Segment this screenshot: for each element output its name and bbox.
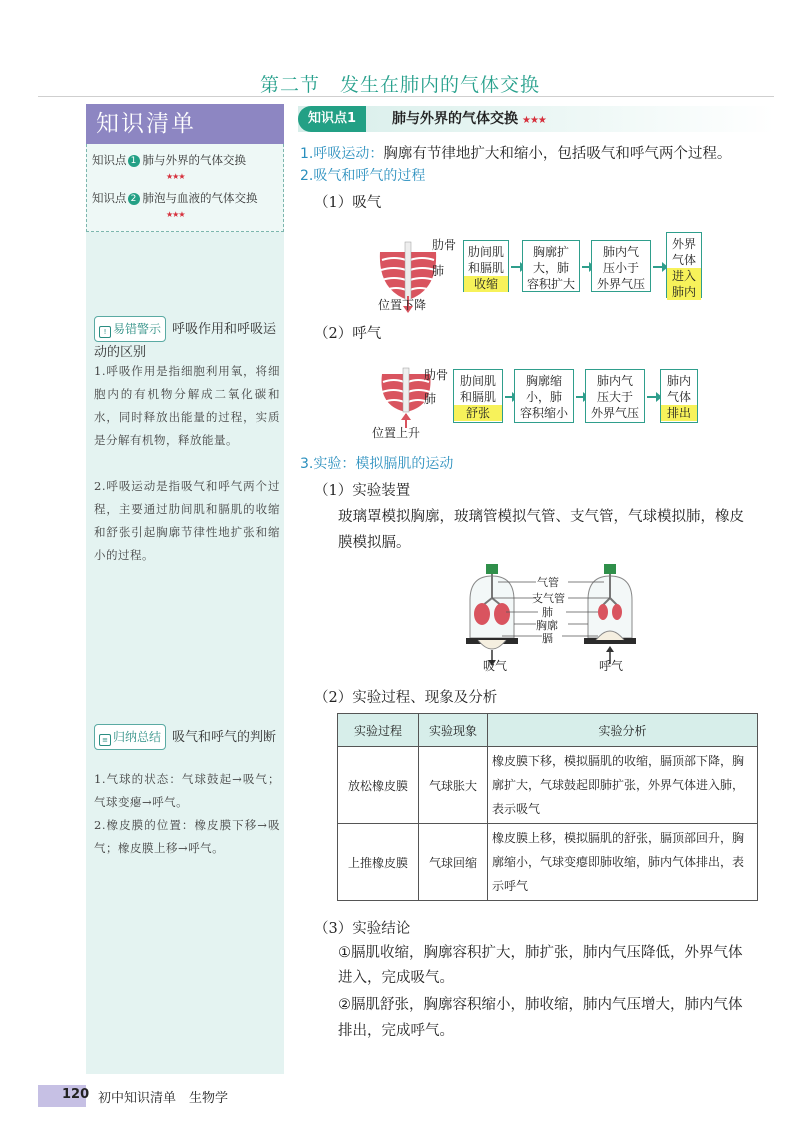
- table-row: [338, 824, 758, 901]
- table-cell: 气球胀大: [419, 747, 488, 824]
- label-position: 位置上升: [372, 426, 421, 440]
- table-header: 实验现象: [419, 714, 488, 747]
- summary-p1: 1.气球的状态：气球鼓起→吸气；气球变瘪→呼气。: [94, 772, 280, 809]
- exhale-step-2: 胸廓缩 小，肺 容积缩小: [514, 369, 574, 423]
- table-cell: 上推橡皮膜: [338, 824, 419, 901]
- knowledge-item-1[interactable]: [92, 152, 246, 168]
- table-cell: 气球回缩: [419, 824, 488, 901]
- table-header: 实验分析: [488, 714, 758, 747]
- error-warning-p2: 2.呼吸运动是指吸气和呼气两个过程，主要通过肋间肌和膈肌的收缩和舒张引起胸廓节律性地扩张和缩小的过程。: [94, 479, 280, 562]
- summary-p2: 2.橡皮膜的位置：橡皮膜下移→吸气；橡皮膜上移→呼气。: [94, 818, 280, 855]
- label-position: 位置下降: [378, 298, 427, 312]
- page-title: 第二节 发生在肺内的气体交换: [259, 74, 540, 96]
- table-cell-analysis: 橡皮膜下移，模拟膈肌的收缩，膈顶部下降，胸 廓扩大，气球鼓起即肺扩张，外界气体进入肺， 表示吸气: [488, 747, 758, 824]
- caption-inhale: 吸气: [483, 659, 508, 673]
- inhale-step-2: 胸廓扩 大，肺 容积扩大: [522, 240, 580, 292]
- right-bell-jar: [584, 564, 636, 664]
- inhale-step-4: 外界 气体 进入 肺内: [666, 232, 702, 298]
- label-lung: 肺: [424, 392, 437, 406]
- conclusion-2-line1: ②膈肌舒张，胸廓容积缩小，肺收缩，肺内气压增大，肺内气体: [338, 997, 743, 1013]
- arrow-right-icon: [653, 266, 663, 268]
- header-divider: [38, 96, 774, 97]
- error-warning-p1: 1.呼吸作用是指细胞利用氧，将细胞内的有机物分解成二氧化碳和水，同时释放出能量的过程，实质是分解有机物，释放能量。: [94, 364, 280, 447]
- kp-title: 肺与外界的气体交换 ★★★: [392, 111, 546, 127]
- process-subheading: （2）实验过程、现象及分析: [314, 690, 498, 706]
- label-rib: 肋骨: [432, 238, 457, 252]
- table-cell-analysis: 橡皮膜上移，模拟膈肌的舒张，膈顶部回升，胸 廓缩小，气球变瘪即肺收缩，肺内气体排出，表 示呼气: [488, 824, 758, 901]
- label-thorax: 胸廓: [536, 619, 558, 632]
- difficulty-stars: ★★★: [522, 115, 546, 126]
- exhale-step-1: 肋间肌 和膈肌 舒张: [453, 369, 503, 423]
- label-diaphragm: 膈: [542, 632, 553, 645]
- knowledge-item-label: 肺与外界的气体交换: [142, 153, 246, 167]
- label-lung: 肺: [542, 606, 553, 619]
- exhale-step-3: 肺内气 压大于 外界气压: [585, 369, 645, 423]
- difficulty-stars: ★★★: [166, 172, 185, 181]
- left-bell-jar: [466, 564, 518, 666]
- label-trachea: 气管: [537, 576, 559, 589]
- summary-tag: ≡ 归纳总结: [94, 724, 166, 750]
- inhale-subheading: （1）吸气: [314, 195, 382, 211]
- conclusion-2-line2: 排出，完成呼气。: [338, 1023, 454, 1039]
- page-number: 120: [62, 1087, 90, 1102]
- inhale-step-1: 肋间肌 和膈肌 收缩: [463, 240, 509, 292]
- kp-label: 知识点1: [298, 106, 366, 132]
- sidebar-heading: 知识清单: [86, 104, 284, 144]
- sidebar: [86, 104, 284, 1074]
- conclusion-1-line2: 进入，完成吸气。: [338, 970, 454, 986]
- arrow-right-icon: [576, 396, 584, 398]
- summary-icon: ≡: [99, 734, 111, 746]
- difficulty-stars: ★★★: [166, 210, 185, 219]
- exhale-step-4: 肺内 气体 排出: [660, 369, 698, 423]
- number-badge: 2: [128, 193, 140, 205]
- arrow-right-icon: [505, 396, 513, 398]
- apparatus-subheading: （1）实验装置: [314, 483, 411, 499]
- knowledge-item-label: 肺泡与血液的气体交换: [142, 191, 258, 205]
- label-bronchus: 支气管: [532, 592, 565, 605]
- error-warning-note-title: ! 易错警示 呼吸作用和呼吸运动的区别: [94, 316, 280, 364]
- arrow-right-icon: [647, 396, 657, 398]
- arrow-right-icon: [511, 266, 521, 268]
- apparatus-desc-line1: 玻璃罩模拟胸廓，玻璃管模拟气管、支气管，气球模拟肺，橡皮: [338, 509, 744, 525]
- summary-note-title: ≡ 归纳总结 吸气和呼气的判断: [94, 724, 280, 750]
- table-cell: 放松橡皮膜: [338, 747, 419, 824]
- table-row: [338, 747, 758, 824]
- apparatus-desc-line2: 膜模拟膈。: [338, 535, 411, 551]
- knowledge-item-prefix: 知识点: [92, 153, 127, 167]
- error-warning-tag: ! 易错警示: [94, 316, 166, 342]
- warning-icon: !: [99, 326, 111, 338]
- arrow-right-icon: [582, 266, 590, 268]
- section-1: 1.呼吸运动：胸廓有节律地扩大和缩小，包括吸气和呼气两个过程。: [300, 146, 732, 162]
- experiment-table: [337, 713, 758, 901]
- conclusion-1-line1: ①膈肌收缩，胸廓容积扩大，肺扩张，肺内气压降低，外界气体: [338, 945, 743, 961]
- book-title: 初中知识清单 生物学: [98, 1091, 229, 1106]
- exhale-subheading: （2）呼气: [314, 326, 382, 342]
- label-rib: 肋骨: [424, 368, 449, 382]
- caption-exhale: 呼气: [599, 659, 624, 673]
- table-header: 实验过程: [338, 714, 419, 747]
- label-lung: 肺: [432, 264, 445, 278]
- section-3-heading: 3.实验：模拟膈肌的运动: [300, 456, 454, 472]
- knowledge-item-2[interactable]: [92, 190, 258, 206]
- conclusion-subheading: （3）实验结论: [314, 921, 411, 937]
- knowledge-item-prefix: 知识点: [92, 191, 127, 205]
- table-header-row: [338, 714, 758, 747]
- inhale-step-3: 肺内气 压小于 外界气压: [591, 240, 651, 292]
- section-2-heading: 2.吸气和呼气的过程: [300, 168, 426, 184]
- number-badge: 1: [128, 155, 140, 167]
